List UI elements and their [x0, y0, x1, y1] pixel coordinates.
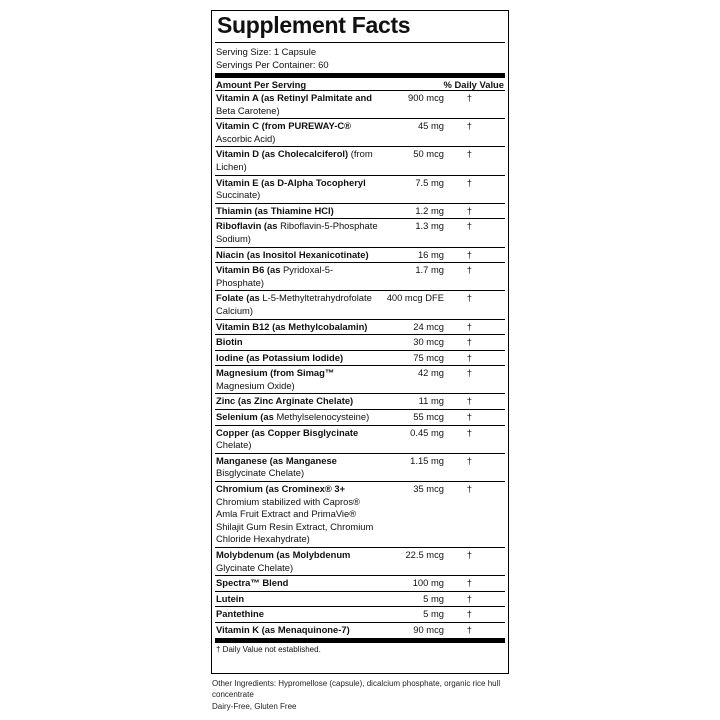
nutrient-row: [215, 119, 505, 147]
nutrient-name-bold: Molybdenum (as Molybdenum: [216, 549, 351, 560]
nutrient-amount: 1.15 mg: [410, 454, 444, 466]
nutrient-name: [216, 549, 378, 574]
supplement-facts-panel: [211, 10, 509, 674]
nutrient-row: [215, 176, 505, 204]
nutrient-daily-value: †: [466, 351, 472, 363]
nutrient-source: Methylselenocysteine): [276, 411, 370, 423]
allergen-info: Dairy-Free, Gluten Free: [212, 702, 297, 711]
nutrient-name-bold: Selenium (as: [216, 411, 274, 423]
nutrient-amount: 1.3 mg: [415, 220, 444, 232]
nutrient-row: [215, 91, 505, 119]
nutrient-source: Succinate): [216, 189, 261, 201]
nutrient-name: [216, 148, 378, 173]
nutrient-daily-value: †: [466, 592, 472, 604]
nutrient-daily-value: †: [466, 148, 472, 160]
nutrient-name-bold: Zinc (as Zinc Arginate Chelate): [216, 395, 354, 407]
nutrient-amount: 100 mg: [412, 577, 444, 589]
nutrient-row: [215, 623, 505, 643]
nutrient-name: [216, 321, 378, 334]
nutrient-name-bold: Biotin: [216, 336, 243, 348]
nutrient-name: [216, 177, 378, 202]
nutrient-row: [215, 576, 505, 592]
nutrient-daily-value: †: [466, 577, 472, 589]
serving-size: Serving Size: 1 Capsule: [216, 46, 317, 57]
nutrient-daily-value: †: [466, 176, 472, 188]
nutrient-amount: 24 mcg: [413, 320, 444, 332]
column-header: [215, 78, 505, 91]
nutrient-row: [215, 607, 505, 623]
nutrient-row: [215, 147, 505, 175]
nutrient-name: [216, 352, 378, 365]
nutrient-name: [216, 292, 378, 317]
nutrient-name: [216, 593, 378, 606]
nutrient-row: [215, 410, 505, 426]
nutrient-amount: 5 mg: [423, 608, 444, 620]
panel-title: Supplement Facts: [217, 12, 411, 38]
nutrient-name: [216, 411, 378, 424]
nutrient-name-bold: Copper (as Copper Bisglycinate: [216, 426, 359, 438]
nutrient-amount: 11 mg: [418, 395, 444, 407]
nutrient-daily-value: †: [466, 320, 472, 332]
nutrient-amount: 45 mg: [417, 120, 444, 132]
nutrient-row: [215, 366, 505, 394]
nutrient-name: [216, 220, 378, 245]
nutrient-name: [216, 120, 378, 145]
footnote: † Daily Value not established.: [216, 644, 321, 654]
header-daily-value: % Daily Value: [443, 79, 504, 90]
nutrient-name: [216, 427, 378, 452]
nutrient-daily-value: †: [466, 549, 472, 560]
nutrient-amount: 16 mg: [417, 248, 444, 260]
nutrient-name-bold: Lutein: [216, 592, 245, 604]
nutrient-name: [216, 205, 378, 218]
nutrient-amount: 5 mg: [423, 592, 444, 604]
nutrient-source: Magnesium Oxide): [216, 379, 295, 391]
nutrient-amount: 50 mcg: [413, 148, 444, 160]
nutrient-name-bold: Magnesium (from Simag™: [216, 367, 335, 379]
servings-per-container: Servings Per Container: 60: [216, 59, 329, 70]
nutrient-name-bold: Vitamin C (from PUREWAY-C®: [216, 120, 352, 132]
header-amount: Amount Per Serving: [216, 79, 307, 90]
nutrient-row: [215, 548, 505, 576]
nutrient-source: Chromium stabilized with Capros® Amla Fruit Extract and PrimaVie® Shilajit Gum Resin Extract, Chromium Chloride Hexahydrate): [216, 495, 374, 545]
nutrient-source: Glycinate Chelate): [216, 561, 294, 573]
nutrient-daily-value: †: [466, 264, 472, 276]
nutrient-row: [215, 248, 505, 264]
nutrient-row: [215, 482, 505, 548]
nutrient-name-bold: Vitamin K (as Menaquinone-7): [216, 623, 350, 635]
nutrient-daily-value: †: [466, 204, 472, 216]
nutrient-name-bold: Vitamin B12 (as Methylcobalamin): [216, 320, 368, 332]
nutrient-table: [215, 91, 505, 643]
nutrient-daily-value: †: [466, 248, 472, 260]
nutrient-daily-value: †: [466, 292, 472, 304]
nutrient-name-bold: Niacin (as Inositol Hexanicotinate): [216, 248, 369, 260]
nutrient-daily-value: †: [466, 220, 472, 232]
nutrient-amount: 30 mcg: [413, 336, 444, 348]
nutrient-name: [216, 264, 378, 289]
nutrient-name-bold: Manganese (as Manganese: [216, 454, 337, 466]
nutrient-amount: 35 mcg: [413, 483, 444, 495]
nutrient-name-bold: Iodine (as Potassium Iodide): [216, 351, 344, 363]
nutrient-name: [216, 367, 378, 392]
nutrient-row: [215, 454, 505, 482]
nutrient-name-bold: Folate (as: [216, 292, 260, 304]
nutrient-name: [216, 577, 378, 590]
nutrient-daily-value: †: [466, 426, 472, 438]
nutrient-amount: 900 mcg: [408, 92, 444, 103]
nutrient-amount: 22.5 mcg: [405, 549, 444, 560]
serving-info: [215, 43, 505, 73]
nutrient-name: [216, 92, 378, 117]
nutrient-name-bold: Pantethine: [216, 608, 264, 620]
nutrient-daily-value: †: [466, 92, 472, 103]
nutrient-name: [216, 608, 378, 621]
nutrient-daily-value: †: [466, 623, 472, 635]
nutrient-row: [215, 291, 505, 319]
nutrient-amount: 1.2 mg: [415, 204, 444, 216]
nutrient-daily-value: †: [466, 483, 472, 495]
nutrient-amount: 400 mcg DFE: [386, 292, 444, 304]
nutrient-name-bold: Vitamin E (as D-Alpha Tocopheryl: [216, 176, 366, 188]
nutrient-source: Ascorbic Acid): [216, 132, 276, 144]
nutrient-name-bold: Vitamin A (as Retinyl Palmitate and: [216, 92, 372, 103]
nutrient-source: (from Lichen): [216, 148, 373, 172]
nutrient-row: [215, 204, 505, 220]
other-ingredients: Other Ingredients: Hypromellose (capsule), dicalcium phosphate, organic rice hull concentrate: [212, 679, 501, 699]
nutrient-name: [216, 624, 378, 637]
nutrient-source: Riboflavin-5-Phosphate Sodium): [216, 220, 378, 244]
nutrient-name-bold: Vitamin D (as Cholecalciferol): [216, 148, 349, 160]
nutrient-row: [215, 219, 505, 247]
nutrient-amount: 0.45 mg: [410, 426, 444, 438]
nutrient-name-bold: Riboflavin (as: [216, 220, 278, 232]
nutrient-row: [215, 263, 505, 291]
nutrient-amount: 7.5 mg: [415, 176, 444, 188]
nutrient-source: Beta Carotene): [216, 104, 280, 116]
nutrient-name: [216, 483, 378, 546]
nutrient-name: [216, 249, 378, 262]
nutrient-daily-value: †: [466, 395, 472, 407]
nutrient-daily-value: †: [466, 411, 472, 423]
nutrient-daily-value: †: [466, 120, 472, 132]
nutrient-daily-value: †: [466, 454, 472, 466]
nutrient-name: [216, 336, 378, 349]
nutrient-source: Chelate): [216, 439, 252, 451]
nutrient-source: Pyridoxal-5-Phosphate): [216, 264, 334, 288]
nutrient-row: [215, 351, 505, 367]
nutrient-row: [215, 335, 505, 351]
nutrient-amount: 42 mg: [417, 367, 444, 379]
nutrient-amount: 90 mcg: [413, 623, 444, 635]
nutrient-daily-value: †: [466, 608, 472, 620]
nutrient-name: [216, 395, 378, 408]
nutrient-name-bold: Thiamin (as Thiamine HCl): [216, 204, 334, 216]
nutrient-source: L-5-Methyltetrahydrofolate Calcium): [216, 292, 372, 316]
nutrient-name-bold: Spectra™ Blend: [216, 577, 289, 589]
nutrient-name-bold: Chromium (as Crominex® 3+: [216, 483, 346, 495]
nutrient-row: [215, 426, 505, 454]
nutrient-amount: 1.7 mg: [415, 264, 444, 276]
nutrient-row: [215, 320, 505, 336]
nutrient-name: [216, 455, 378, 480]
nutrient-daily-value: †: [466, 336, 472, 348]
nutrient-amount: 75 mcg: [413, 351, 444, 363]
nutrient-name-bold: Vitamin B6 (as: [216, 264, 281, 276]
nutrient-daily-value: †: [466, 367, 472, 379]
nutrient-row: [215, 394, 505, 410]
nutrient-amount: 55 mcg: [413, 411, 444, 423]
nutrient-source: Bisglycinate Chelate): [216, 467, 305, 479]
nutrient-row: [215, 592, 505, 608]
